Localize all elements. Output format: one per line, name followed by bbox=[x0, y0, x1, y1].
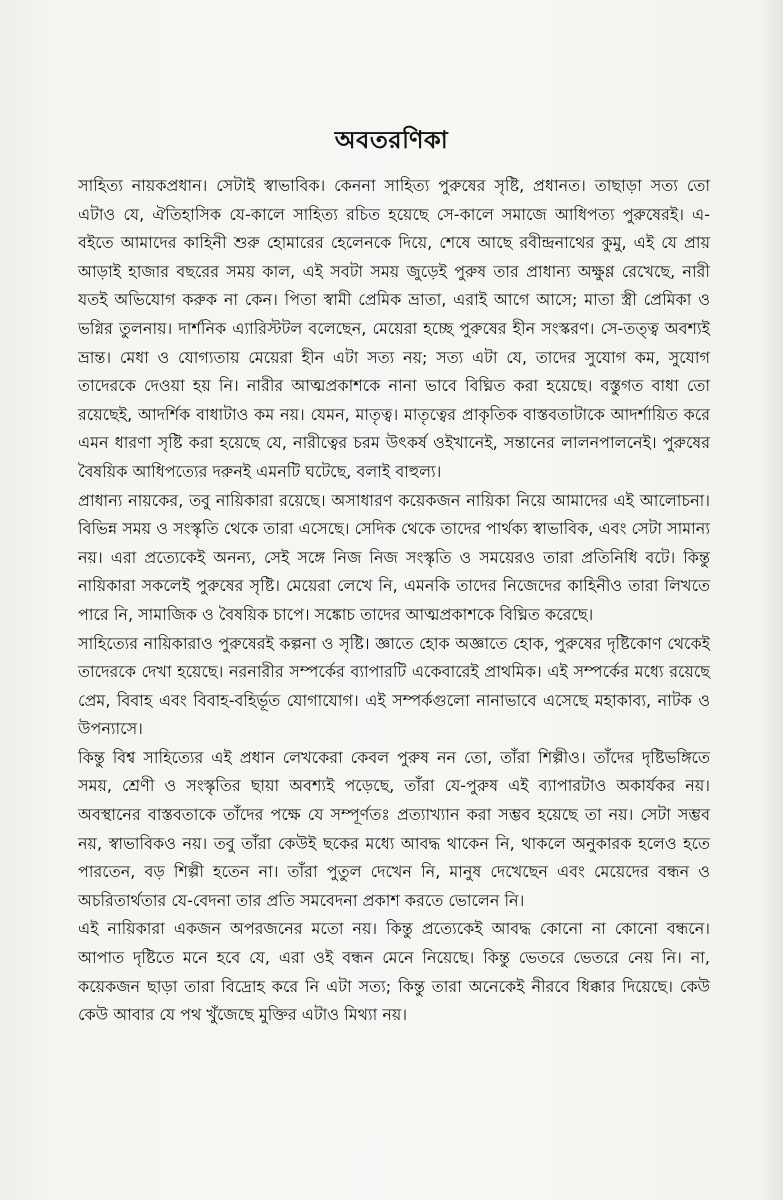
paragraph: কিন্তু বিশ্ব সাহিত্যের এই প্রধান লেখকেরা কেবল পুরুষ নন তো, তাঁরা শিল্পীও। তাঁদের দৃষ্টিভঙ্গিতে সময়, শ্রেণী ও সংস্কৃতির ছায়া অবশ্যই পড়েছে, তাঁরা যে-পুরুষ এই ব্যাপারটাও অকার্যকর নয়। অবস্থানের বাস্তবতাকে তাঁদের পক্ষে যে সম্পূর্ণতঃ প্রত্যাখ্যান করা সম্ভব হয়েছে তা নয়। সেটা সম্ভব নয়, স্বাভাবিকও নয়। তবু তাঁরা কেউই ছকের মধ্যে আবদ্ধ থাকেন নি, থাকলে অনুকারক হলেও হতে পারতেন, বড় শিল্পী হতেন না। তাঁরা পুতুল দেখেন নি, মানুষ দেখেছেন এবং মেয়েদের বন্ধন ও অচরিতার্থতার যে-বেদনা তার প্রতি সমবেদনা প্রকাশ করতে ভোলেন নি। bbox=[78, 747, 710, 910]
page-title: অবতরণিকা bbox=[334, 126, 449, 154]
paragraph: এই নায়িকারা একজন অপরজনের মতো নয়। কিন্তু প্রত্যেকেই আবদ্ধ কোনো না কোনো বন্ধনে। আপাত দৃষ্টিতে মনে হবে যে, এরা ওই বন্ধন মেনে নিয়েছে। কিন্তু ভেতরে ভেতরে নেয় নি। না, কয়েকজন ছাড়া তারা বিদ্রোহ করে নি এটা সত্য; কিন্তু তারা অনেকেই নীরবে ধিক্কার দিয়েছে। কেউ কেউ আবার যে পথ খুঁজেছে মুক্তির এটাও মিথ্যা নয়। bbox=[78, 919, 710, 1025]
body-text bbox=[78, 172, 710, 1030]
paragraph: সাহিত্যের নায়িকারাও পুরুষেরই কল্পনা ও সৃষ্টি। জ্ঞাতে হোক অজ্ঞাতে হোক, পুরুষের দৃষ্টিকোণ থেকেই তাদেরকে দেখা হয়েছে। নরনারীর সম্পর্কের ব্যাপারটি একেবারেই প্রাথমিক। এই সম্পর্কের মধ্যে রয়েছে প্রেম, বিবাহ এবং বিবাহ-বহির্ভূত যোগাযোগ। এই সম্পর্কগুলো নানাভাবে এসেছে মহাকাব্য, নাটক ও উপন্যাসে। bbox=[78, 633, 710, 739]
page-edge-shadow bbox=[761, 0, 783, 1200]
paragraph: প্রাধান্য নায়কের, তবু নায়িকারা রয়েছে। অসাধারণ কয়েকজন নায়িকা নিয়ে আমাদের এই আলোচনা। বিভিন্ন সময় ও সংস্কৃতি থেকে তারা এসেছে। সেদিক থেকে তাদের পার্থক্য স্বাভাবিক, এবং সেটা সামান্য নয়। এরা প্রত্যেকেই অনন্য, সেই সঙ্গে নিজ নিজ সংস্কৃতি ও সময়েরও তারা প্রতিনিধি বটে। কিন্তু নায়িকারা সকলেই পুরুষের সৃষ্টি। মেয়েরা লেখে নি, এমনকি তাদের নিজেদের কাহিনীও তারা লিখতে পারে নি, সামাজিক ও বৈষয়িক চাপে। সঙ্কোচ তাদের আত্মপ্রকাশকে বিঘ্নিত করেছে। bbox=[78, 490, 710, 624]
paragraph: সাহিত্য নায়কপ্রধান। সেটাই স্বাভাবিক। কেননা সাহিত্য পুরুষের সৃষ্টি, প্রধানত। তাছাড়া সত্য তো এটাও যে, ঐতিহাসিক যে-কালে সাহিত্য রচিত হয়েছে সে-কালে সমাজে আধিপত্য পুরুষেরই। এ-বইতে আমাদের কাহিনী শুরু হোমারের হেলেনকে দিয়ে, শেষে আছে রবীন্দ্রনাথের কুমু, এই যে প্রায় আড়াই হাজার বছরের সময় কাল, এই সবটা সময় জুড়েই পুরুষ তার প্রাধান্য অক্ষুণ্ণ রেখেছে, নারী যতই অভিযোগ করুক না কেন। পিতা স্বামী প্রেমিক ভ্রাতা, এরাই আগে আসে; মাতা স্ত্রী প্রেমিকা ও ভগ্নির তুলনায়। দার্শনিক এ্যারিস্টটল বলেছেন, মেয়েরা হচ্ছে পুরুষের হীন সংস্করণ। সে-তত্ত্ব অবশ্যই ভ্রান্ত। মেধা ও যোগ্যতায় মেয়েরা হীন এটা সত্য নয়; সত্য এটা যে, তাদের সুযোগ কম, সুযোগ তাদেরকে দেওয়া হয় নি। নারীর আত্মপ্রকাশকে নানা ভাবে বিঘ্নিত করা হয়েছে। বস্তুগত বাধা তো রয়েছেই, আদর্শিক বাধাটাও কম নয়। যেমন, মাতৃত্ব। মাতৃত্বের প্রাকৃতিক বাস্তবতাটাকে আদর্শায়িত করে এমন ধারণা সৃষ্টি করা হয়েছে যে, নারীত্বের চরম উৎকর্ষ ওইখানেই, সন্তানের লালনপালনেই। পুরুষের বৈষয়িক আধিপত্যের দরুনই এমনটি ঘটেছে, বলাই বাহুল্য। bbox=[78, 176, 710, 481]
